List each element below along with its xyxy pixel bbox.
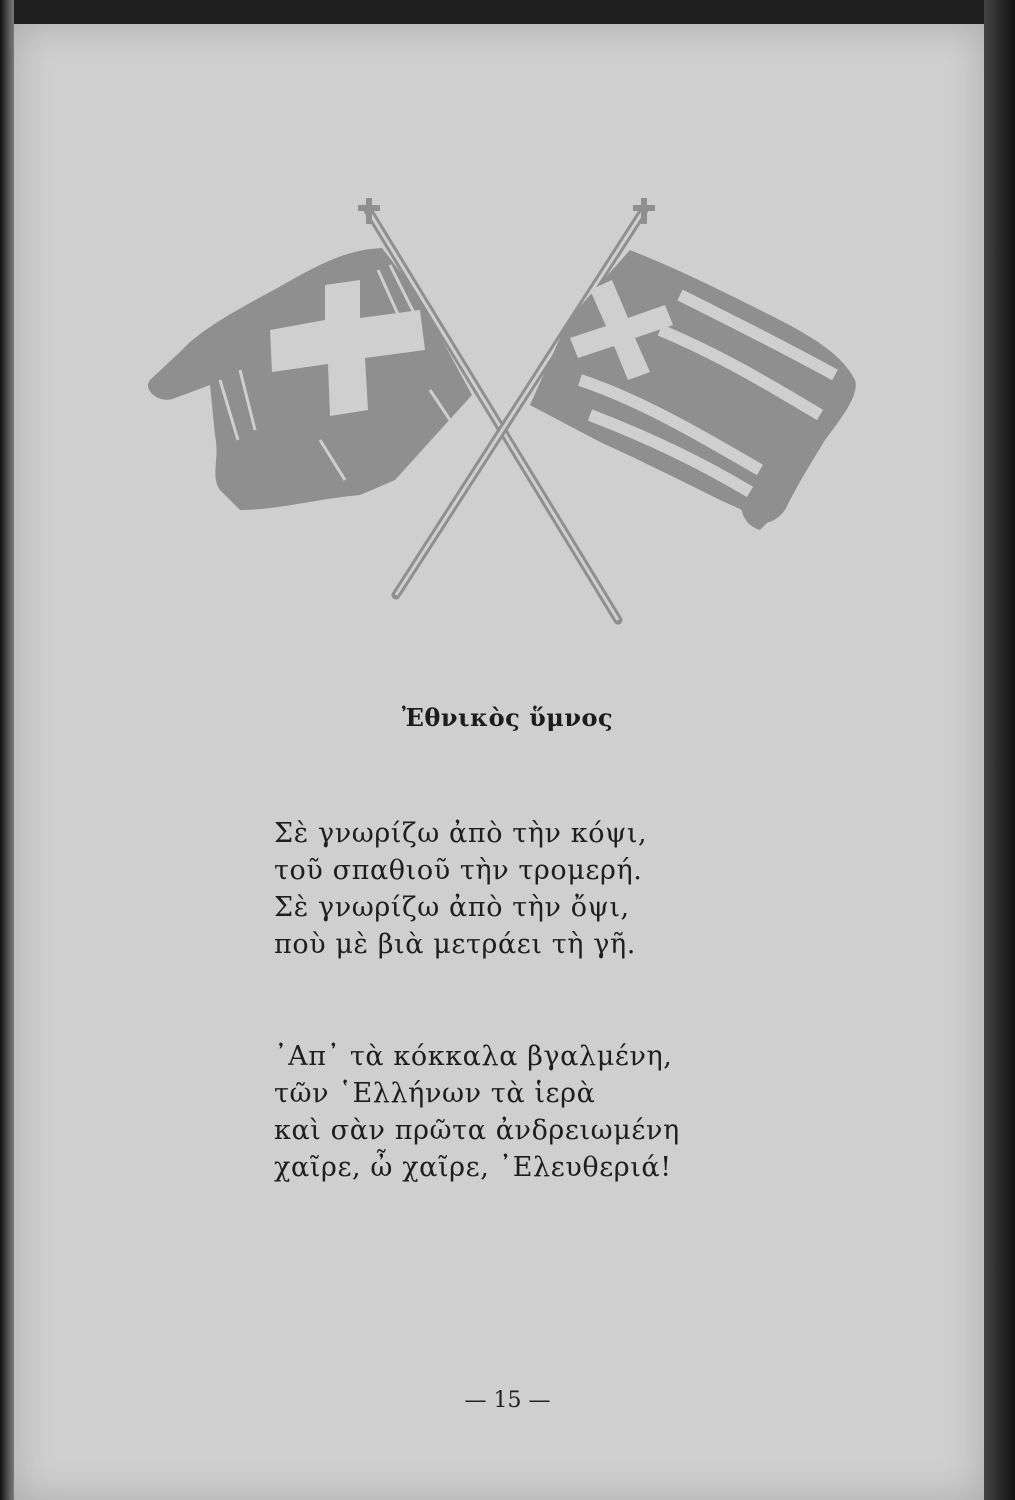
- hymn-title: Ἐθνικὸς ὕμνος: [401, 703, 614, 732]
- verse-line: χαῖρε, ὦ χαῖρε, ᾿Ελευθεριά!: [274, 1152, 672, 1183]
- verse-line: Σὲ γνωρίζω ἀπὸ τὴν κόψι,: [274, 818, 648, 849]
- right-flag: [530, 250, 856, 530]
- verse-line: τῶν ῾Ελλήνων τὰ ἱερὰ: [274, 1078, 596, 1109]
- page-top-edge: [14, 0, 984, 24]
- crossed-greek-flags-icon: [120, 180, 880, 640]
- verse-line: ποὺ μὲ βιὰ μετράει τὴ γῆ.: [274, 929, 636, 960]
- verse-line: καὶ σὰν πρῶτα ἀνδρειωμένη: [274, 1115, 680, 1146]
- page-right-edge: [984, 0, 1015, 1500]
- verse-line: Σὲ γνωρίζω ἀπὸ τὴν ὄψι,: [274, 892, 630, 923]
- page-number: — 15 —: [464, 1388, 551, 1413]
- page-left-edge: [0, 0, 14, 1500]
- verse-line: τοῦ σπαθιοῦ τὴν τρομερή.: [274, 855, 643, 886]
- verse-line: ᾿Απ᾿ τὰ κόκκαλα βγαλμένη,: [274, 1041, 673, 1072]
- left-flag: [148, 248, 472, 510]
- stanza-2: [274, 1038, 754, 1186]
- stanza-1: [274, 815, 754, 963]
